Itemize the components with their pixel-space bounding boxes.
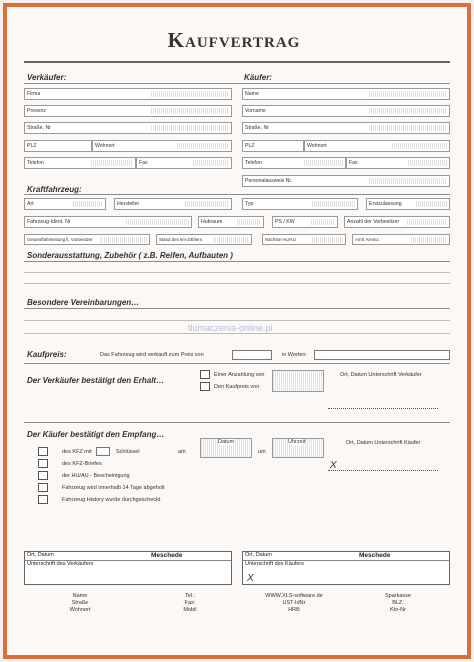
extras-divider bbox=[24, 261, 450, 262]
price-text: Das Fahrzeug wird verkauft zum Preis von bbox=[100, 352, 204, 358]
buyer-fax-field[interactable]: Fax bbox=[346, 157, 450, 169]
receipt-time-label: Uhrzeit bbox=[288, 439, 306, 445]
vehicle-displacement-field[interactable]: Hubraum bbox=[198, 216, 264, 228]
inspection-cert-checkbox[interactable] bbox=[38, 471, 48, 480]
vehicle-manufacturer-field[interactable]: Hersteller bbox=[114, 198, 232, 210]
buyer-firstname-field[interactable]: Vorname bbox=[242, 105, 450, 117]
buyer-phone-field[interactable]: Telefon bbox=[242, 157, 346, 169]
price-heading: Kaufpreis: bbox=[27, 350, 67, 359]
full-price-checkbox[interactable] bbox=[200, 382, 210, 391]
buyer-confirm-heading: Der Käufer bestätigt den Empfang… bbox=[27, 430, 165, 439]
seller-fax-field[interactable]: Fax bbox=[136, 157, 232, 169]
down-payment-label: Einer Anzahlung von bbox=[214, 372, 265, 378]
seller-sign-table bbox=[24, 551, 232, 585]
seller-city-field[interactable]: Wohnort bbox=[92, 140, 232, 152]
agreements-divider bbox=[24, 308, 450, 309]
watermark: tlumaczenia-online.pl bbox=[188, 323, 273, 333]
vehicle-keys-checkbox[interactable] bbox=[38, 447, 48, 456]
buyer-sign-city: Meschede bbox=[359, 552, 391, 559]
inspection-cert-label: der HU/AU - Bescheinigung bbox=[62, 473, 130, 479]
history-checked-label: Fahrzeug History wurde durchgescheckt bbox=[62, 497, 161, 503]
footer-col-web: WWW.XLS-software.de UST-IdNr HRB bbox=[265, 593, 323, 613]
receipt-date-label: Datum bbox=[218, 439, 235, 445]
party-divider bbox=[24, 83, 450, 84]
buyer-street-field[interactable]: Straße, Nr bbox=[242, 122, 450, 134]
buyer-signature-mark: X bbox=[330, 460, 337, 471]
down-payment-checkbox[interactable] bbox=[200, 370, 210, 379]
buyer-heading: Käufer: bbox=[244, 73, 273, 82]
vehicle-keys-label: des KFZ mit bbox=[62, 449, 92, 455]
buyer-signature-label: Ort, Datum Unterschrift Käufer bbox=[346, 440, 421, 446]
vehicle-next-inspection-field[interactable]: Nächste HU/AU bbox=[262, 234, 346, 245]
footer-col-contact: Name Straße Wohnort bbox=[69, 593, 91, 613]
vehicle-plate-field[interactable]: Amtl. Kennz. bbox=[352, 234, 450, 245]
price-words-input[interactable] bbox=[314, 350, 450, 360]
um-label: um bbox=[258, 449, 266, 455]
seller-street-field[interactable]: Straße, Nr bbox=[24, 122, 232, 134]
seller-amount-box[interactable] bbox=[272, 370, 324, 392]
seller-sign-row-signature[interactable]: Unterschrift des Verkäufers bbox=[27, 561, 94, 567]
seller-signature-label: Ort, Datum Unterschrift Verkäufer bbox=[340, 372, 422, 378]
buyer-sign-mark: X bbox=[247, 573, 254, 584]
page-title: Kaufvertrag bbox=[167, 28, 301, 52]
history-checked-checkbox[interactable] bbox=[38, 495, 48, 504]
buyer-id-card-field[interactable]: Personalausweis Nr. bbox=[242, 175, 450, 187]
buyer-sign-row-place[interactable]: Ort, Datum Meschede bbox=[243, 552, 449, 561]
seller-phone-field[interactable]: Telefon bbox=[24, 157, 136, 169]
price-words-label: in Worten: bbox=[282, 352, 307, 358]
keys-count-input[interactable] bbox=[96, 447, 110, 456]
agreements-heading: Besondere Vereinbarungen… bbox=[27, 298, 140, 307]
seller-sign-row-place[interactable]: Ort, Datum Meschede bbox=[25, 552, 231, 561]
footer-col-phone: Tel.: Fax: Mobil bbox=[183, 593, 197, 613]
seller-person-field[interactable]: Presenz bbox=[24, 105, 232, 117]
vehicle-heading: Kraftfahrzeug: bbox=[27, 185, 82, 194]
seller-signature-line[interactable] bbox=[328, 408, 438, 409]
seller-heading: Verkäufer: bbox=[27, 73, 67, 82]
vehicle-type-field[interactable]: Art bbox=[24, 198, 106, 210]
vehicle-previous-owners-field[interactable]: Anzahl der Vorbesitzer bbox=[344, 216, 450, 228]
vehicle-odometer-field[interactable]: Stand des km-Zählers bbox=[156, 234, 252, 245]
footer-col-bank: Sparkasse BLZ: Kto-Nr bbox=[385, 593, 411, 613]
extras-line-1[interactable] bbox=[24, 272, 450, 273]
seller-company-field[interactable]: Firma bbox=[24, 88, 232, 100]
seller-zip-field[interactable]: PLZ bbox=[24, 140, 92, 152]
seller-sign-city: Meschede bbox=[151, 552, 183, 559]
seller-confirm-divider bbox=[24, 422, 450, 423]
vehicle-model-field[interactable]: Typ bbox=[242, 198, 358, 210]
am-label: am bbox=[178, 449, 186, 455]
buyer-name-field[interactable]: Name bbox=[242, 88, 450, 100]
price-input[interactable] bbox=[232, 350, 272, 360]
vehicle-divider bbox=[24, 194, 450, 195]
buyer-sign-table bbox=[242, 551, 450, 585]
agreements-line-1[interactable] bbox=[24, 320, 450, 321]
registration-doc-checkbox[interactable] bbox=[38, 459, 48, 468]
buyer-city-field[interactable]: Wohnort bbox=[304, 140, 450, 152]
pickup-label: Fahrzeug wird innerhalb 14 Tage abgeholt bbox=[62, 485, 165, 491]
agreements-line-2[interactable] bbox=[24, 333, 450, 334]
registration-doc-label: des KFZ-Briefes bbox=[62, 461, 102, 467]
vehicle-power-field[interactable]: PS / KW bbox=[272, 216, 338, 228]
vehicle-vin-field[interactable]: Fahrzeug-Ident. Nr bbox=[24, 216, 192, 228]
keys-label: Schlüssel bbox=[116, 449, 140, 455]
extras-heading: Sonderausstattung, Zubehör ( z.B. Reifen, Aufbauten ) bbox=[27, 251, 233, 260]
buyer-signature-line[interactable] bbox=[328, 470, 438, 471]
price-divider bbox=[24, 363, 450, 364]
buyer-zip-field[interactable]: PLZ bbox=[242, 140, 304, 152]
full-price-label: Den Kaufpreis von bbox=[214, 384, 260, 390]
vehicle-first-registration-field[interactable]: Erstzulassung bbox=[366, 198, 450, 210]
extras-line-2[interactable] bbox=[24, 283, 450, 284]
title-divider bbox=[24, 61, 450, 63]
vehicle-total-mileage-field[interactable]: Gesamtfahrleistung lt. Vorbesitzer bbox=[24, 234, 150, 245]
buyer-sign-row-signature[interactable]: Unterschrift des Käufers X bbox=[245, 561, 304, 584]
seller-confirm-heading: Der Verkäufer bestätigt den Erhalt… bbox=[27, 376, 165, 385]
pickup-checkbox[interactable] bbox=[38, 483, 48, 492]
